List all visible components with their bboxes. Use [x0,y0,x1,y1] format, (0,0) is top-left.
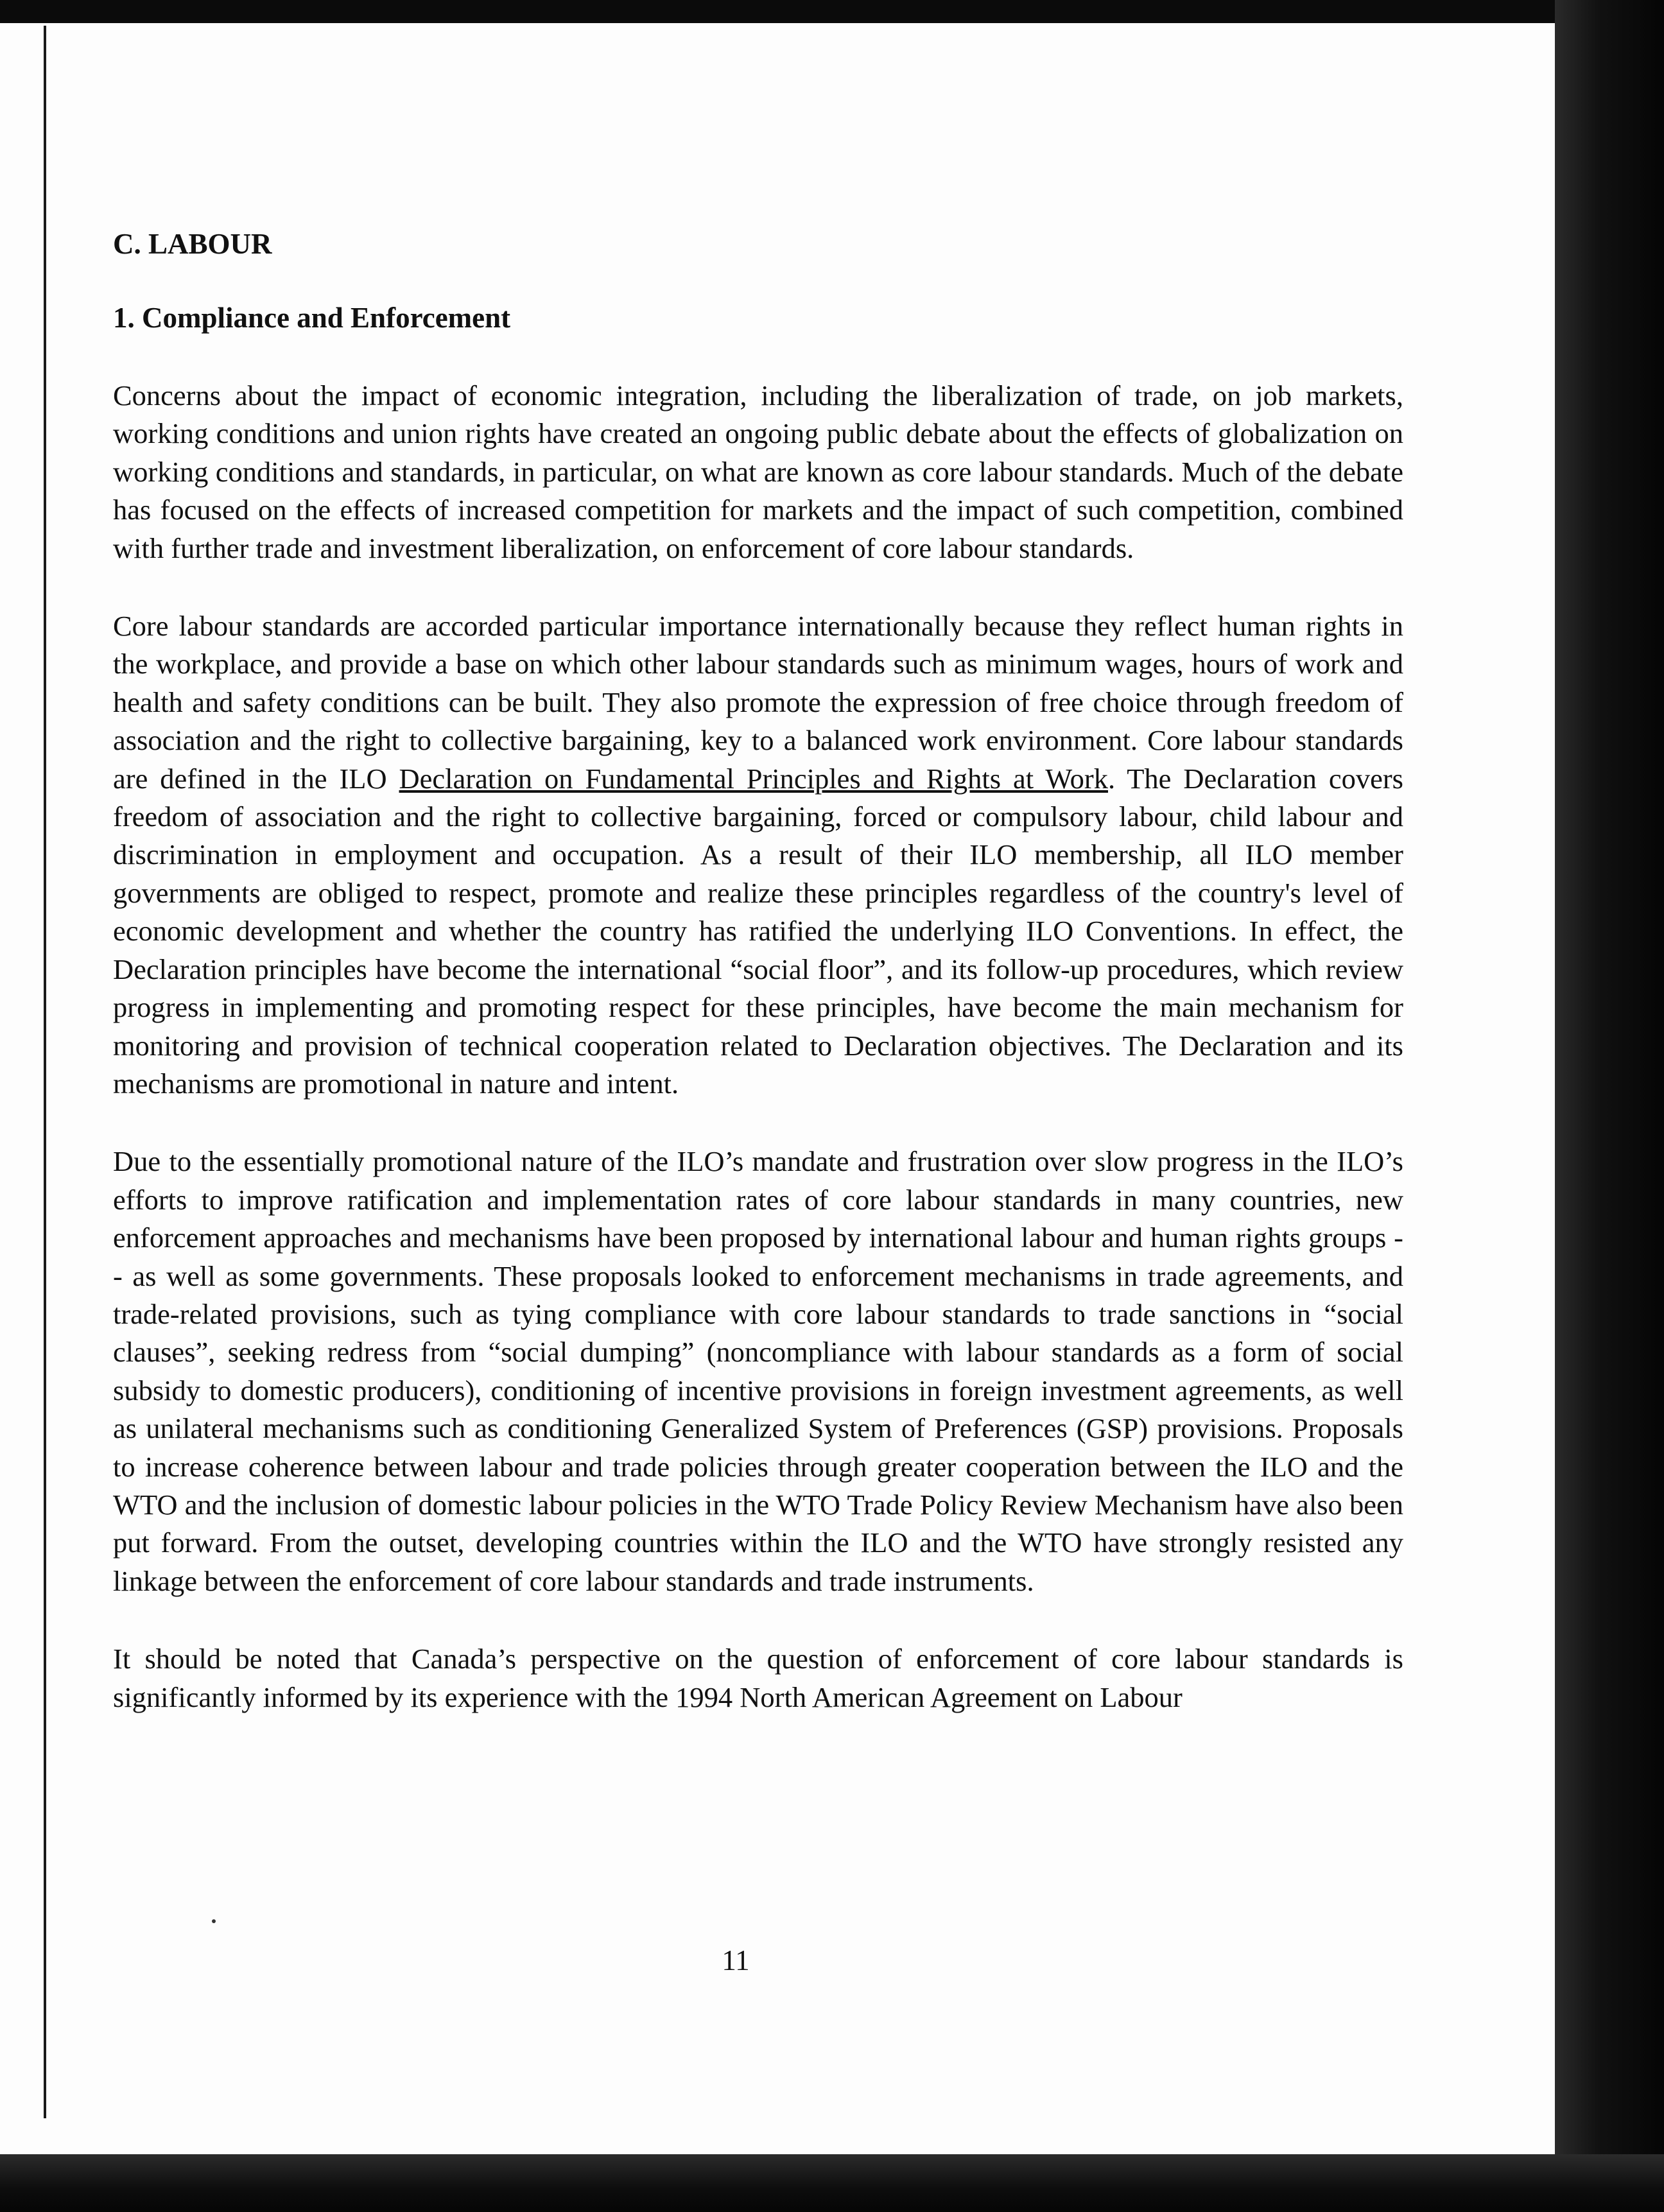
paragraph-2 [113,607,1403,1103]
paragraph-3: Due to the essentially promotional nature of the ILO’s mandate and frustration over slow progress in the ILO’s efforts to improve ratification and implementation rates of core labour standards in many countries, new enforcement approaches and mechanisms have been proposed by international labour and human rights groups -- as well as some governments. These proposals looked to enforcement mechanisms in trade agreements, and trade-related provisions, such as tying compliance with core labour standards to trade sanctions in “social clauses”, seeking redress from “social dumping” (noncompliance with labour standards as a form of social subsidy to domestic producers), conditioning of incentive provisions in foreign investment agreements, as well as unilateral mechanisms such as conditioning Generalized System of Preferences (GSP) provisions. Proposals to increase coherence between labour and trade policies through greater cooperation between the ILO and the WTO and the inclusion of domestic labour policies in the WTO Trade Policy Review Mechanism have also been put forward. From the outset, developing countries within the ILO and the WTO have strongly resisted any linkage between the enforcement of core labour standards and trade instruments. [113,1145,1403,1597]
subsection-heading: 1. Compliance and Enforcement [113,302,511,334]
paragraph-1: Concerns about the impact of economic integration, including the liberalization of trade, on job markets, working conditions and union rights have created an ongoing public debate about the effects of globalization on working conditions and standards, in particular, on what are known as core labour standards. Much of the debate has focused on the effects of increased competition for markets and the impact of such competition, combined with further trade and investment liberalization, on enforcement of core labour standards. [113,379,1403,564]
page-body [113,225,1403,1756]
section-heading: C. LABOUR [113,228,272,260]
scan-border-left-line [44,26,46,2118]
declaration-title: Declaration on Fundamental Principles and Rights at Work [399,762,1108,795]
scan-border-top [0,0,1664,23]
page-number: 11 [722,1944,750,1976]
scan-speck [212,1919,216,1923]
paragraph-2-text-before: Core labour standards are accorded particular importance internationally because they reflect human rights in the workplace, and provide a base on which other labour standards such as minimum wages, hours of work and health and safety conditions can be built. They also promote the expression of free choice through freedom of association and the right to collective bargaining, key to a balanced work environment. Core labour standards are defined in the ILO [113,610,1403,795]
scan-border-bottom [0,2154,1664,2212]
scan-border-right [1555,0,1664,2212]
paragraph-4: It should be noted that Canada’s perspective on the question of enforcement of core labour standards is significantly informed by its experience with the 1994 North American Agreement on Labour [113,1643,1403,1713]
paragraph-2-text-after: . The Declaration covers freedom of association and the right to collective bargaining, forced or compulsory labour, child labour and discrimination in employment and occupation. As a result of their ILO membership, all ILO member governments are obliged to respect, promote and realize these principles regardless of the country's level of economic development and whether the country has ratified the underlying ILO Conventions. In effect, the Declaration principles have become the international “social floor”, and its follow-up procedures, which review progress in implementing and promoting respect for these principles, have become the main mechanism for monitoring and provision of technical cooperation related to Declaration objectives. The Declaration and its mechanisms are promotional in nature and intent. [113,762,1403,1100]
